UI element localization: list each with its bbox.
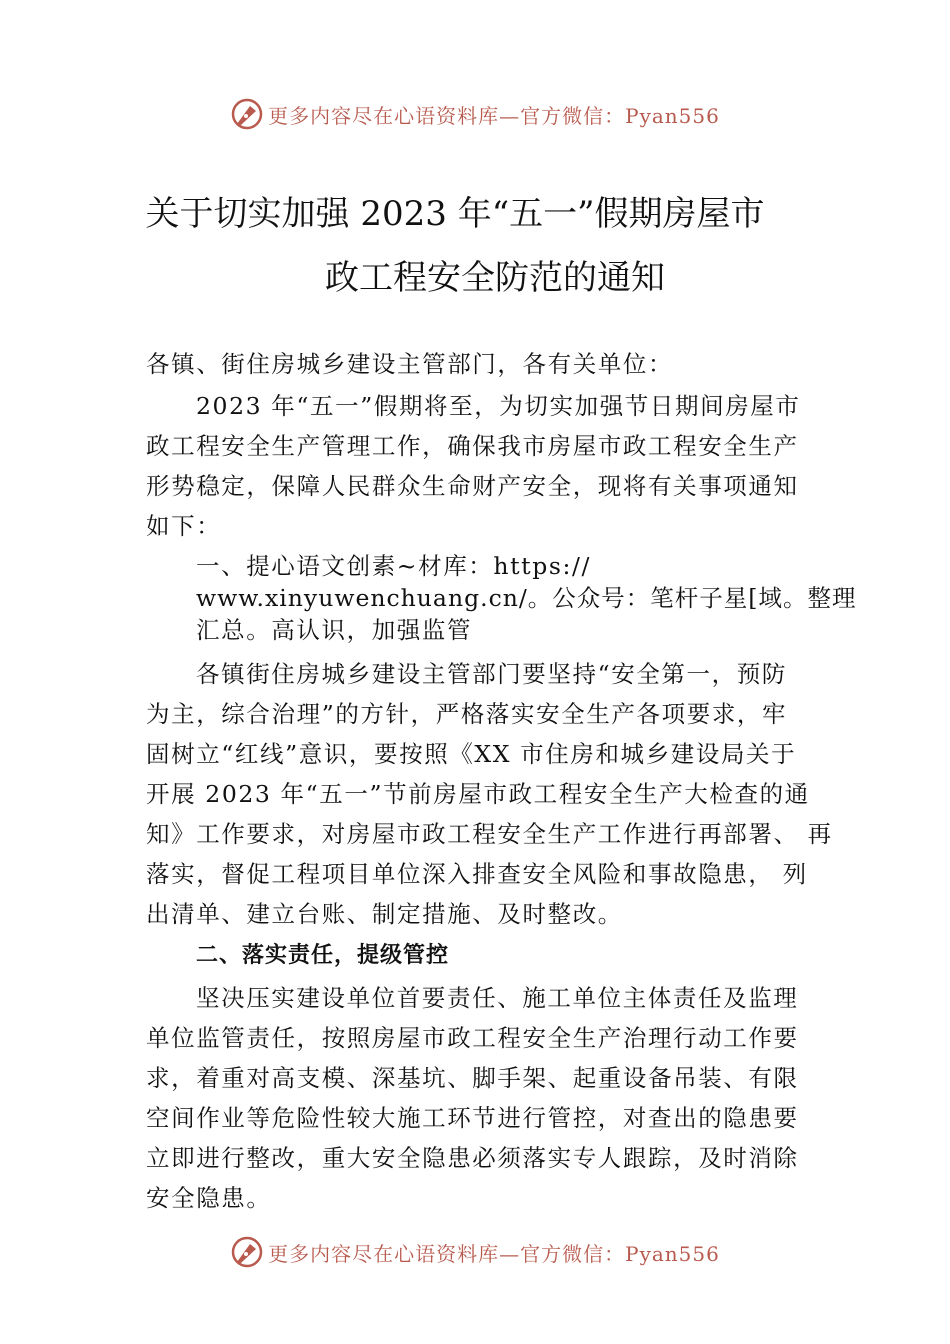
section1-body-line: 落实，督促工程项目单位深入排查安全风险和事故隐患， 列: [146, 860, 808, 888]
section1-body-line: 知》工作要求，对房屋市政工程安全生产工作进行再部署、 再: [146, 820, 833, 848]
footer-watermark: [0, 1232, 950, 1272]
section1-body-line: 固树立“红线”意识，要按照《XX 市住房和城乡建设局关于: [146, 740, 797, 768]
section1-body-line: 为主，综合治理”的方针，严格落实安全生产各项要求，牢: [146, 700, 788, 728]
section1-heading-line: www.xinyuwenchuang.cn/。公众号：笔杆子星[域。整理: [196, 584, 857, 612]
section2-body-line: 坚决压实建设单位首要责任、施工单位主体责任及监理: [196, 984, 799, 1012]
intro-line: 如下：: [146, 512, 222, 540]
section1-body-line: 各镇街住房城乡建设主管部门要坚持“安全第一，预防: [196, 660, 787, 688]
document-title-line-2: 政工程安全防范的通知: [325, 258, 665, 298]
watermark-text: 更多内容尽在心语资料库—官方微信：Pyan556: [268, 1241, 720, 1266]
section2-body-line: 单位监管责任，按照房屋市政工程安全生产治理行动工作要: [146, 1024, 799, 1052]
watermark-text: 更多内容尽在心语资料库—官方微信：Pyan556: [268, 103, 720, 128]
section2-body-line: 空间作业等危险性较大施工环节进行管控，对查出的隐患要: [146, 1104, 799, 1132]
pen-nib-logo-icon: [230, 1235, 264, 1269]
section1-heading-line: 汇总。高认识，加强监管: [196, 616, 473, 644]
section2-heading: 二、落实责任，提级管控: [196, 943, 450, 968]
intro-line: 政工程安全生产管理工作，确保我市房屋市政工程安全生产: [146, 432, 799, 460]
salutation: 各镇、街住房城乡建设主管部门，各有关单位：: [146, 350, 674, 378]
intro-line: 形势稳定，保障人民群众生命财产安全，现将有关事项通知: [146, 472, 799, 500]
header-watermark: [0, 94, 950, 134]
section2-body-line: 立即进行整改，重大安全隐患必须落实专人跟踪，及时消除: [146, 1144, 799, 1172]
section2-body-line: 安全隐患。: [146, 1184, 272, 1212]
document-title-line-1: 关于切实加强 2023 年“五一”假期房屋市: [145, 194, 765, 234]
section1-heading-line: 一、提心语文创素~材库：https://: [196, 552, 592, 580]
intro-line: 2023 年“五一”假期将至，为切实加强节日期间房屋市: [196, 392, 801, 420]
pen-nib-logo-icon: [230, 97, 264, 131]
section1-body-line: 出清单、建立台账、制定措施、及时整改。: [146, 900, 623, 928]
section2-body-line: 求，着重对高支模、深基坑、脚手架、起重设备吊装、有限: [146, 1064, 799, 1092]
section1-body-line: 开展 2023 年“五一”节前房屋市政工程安全生产大检查的通: [146, 780, 810, 808]
